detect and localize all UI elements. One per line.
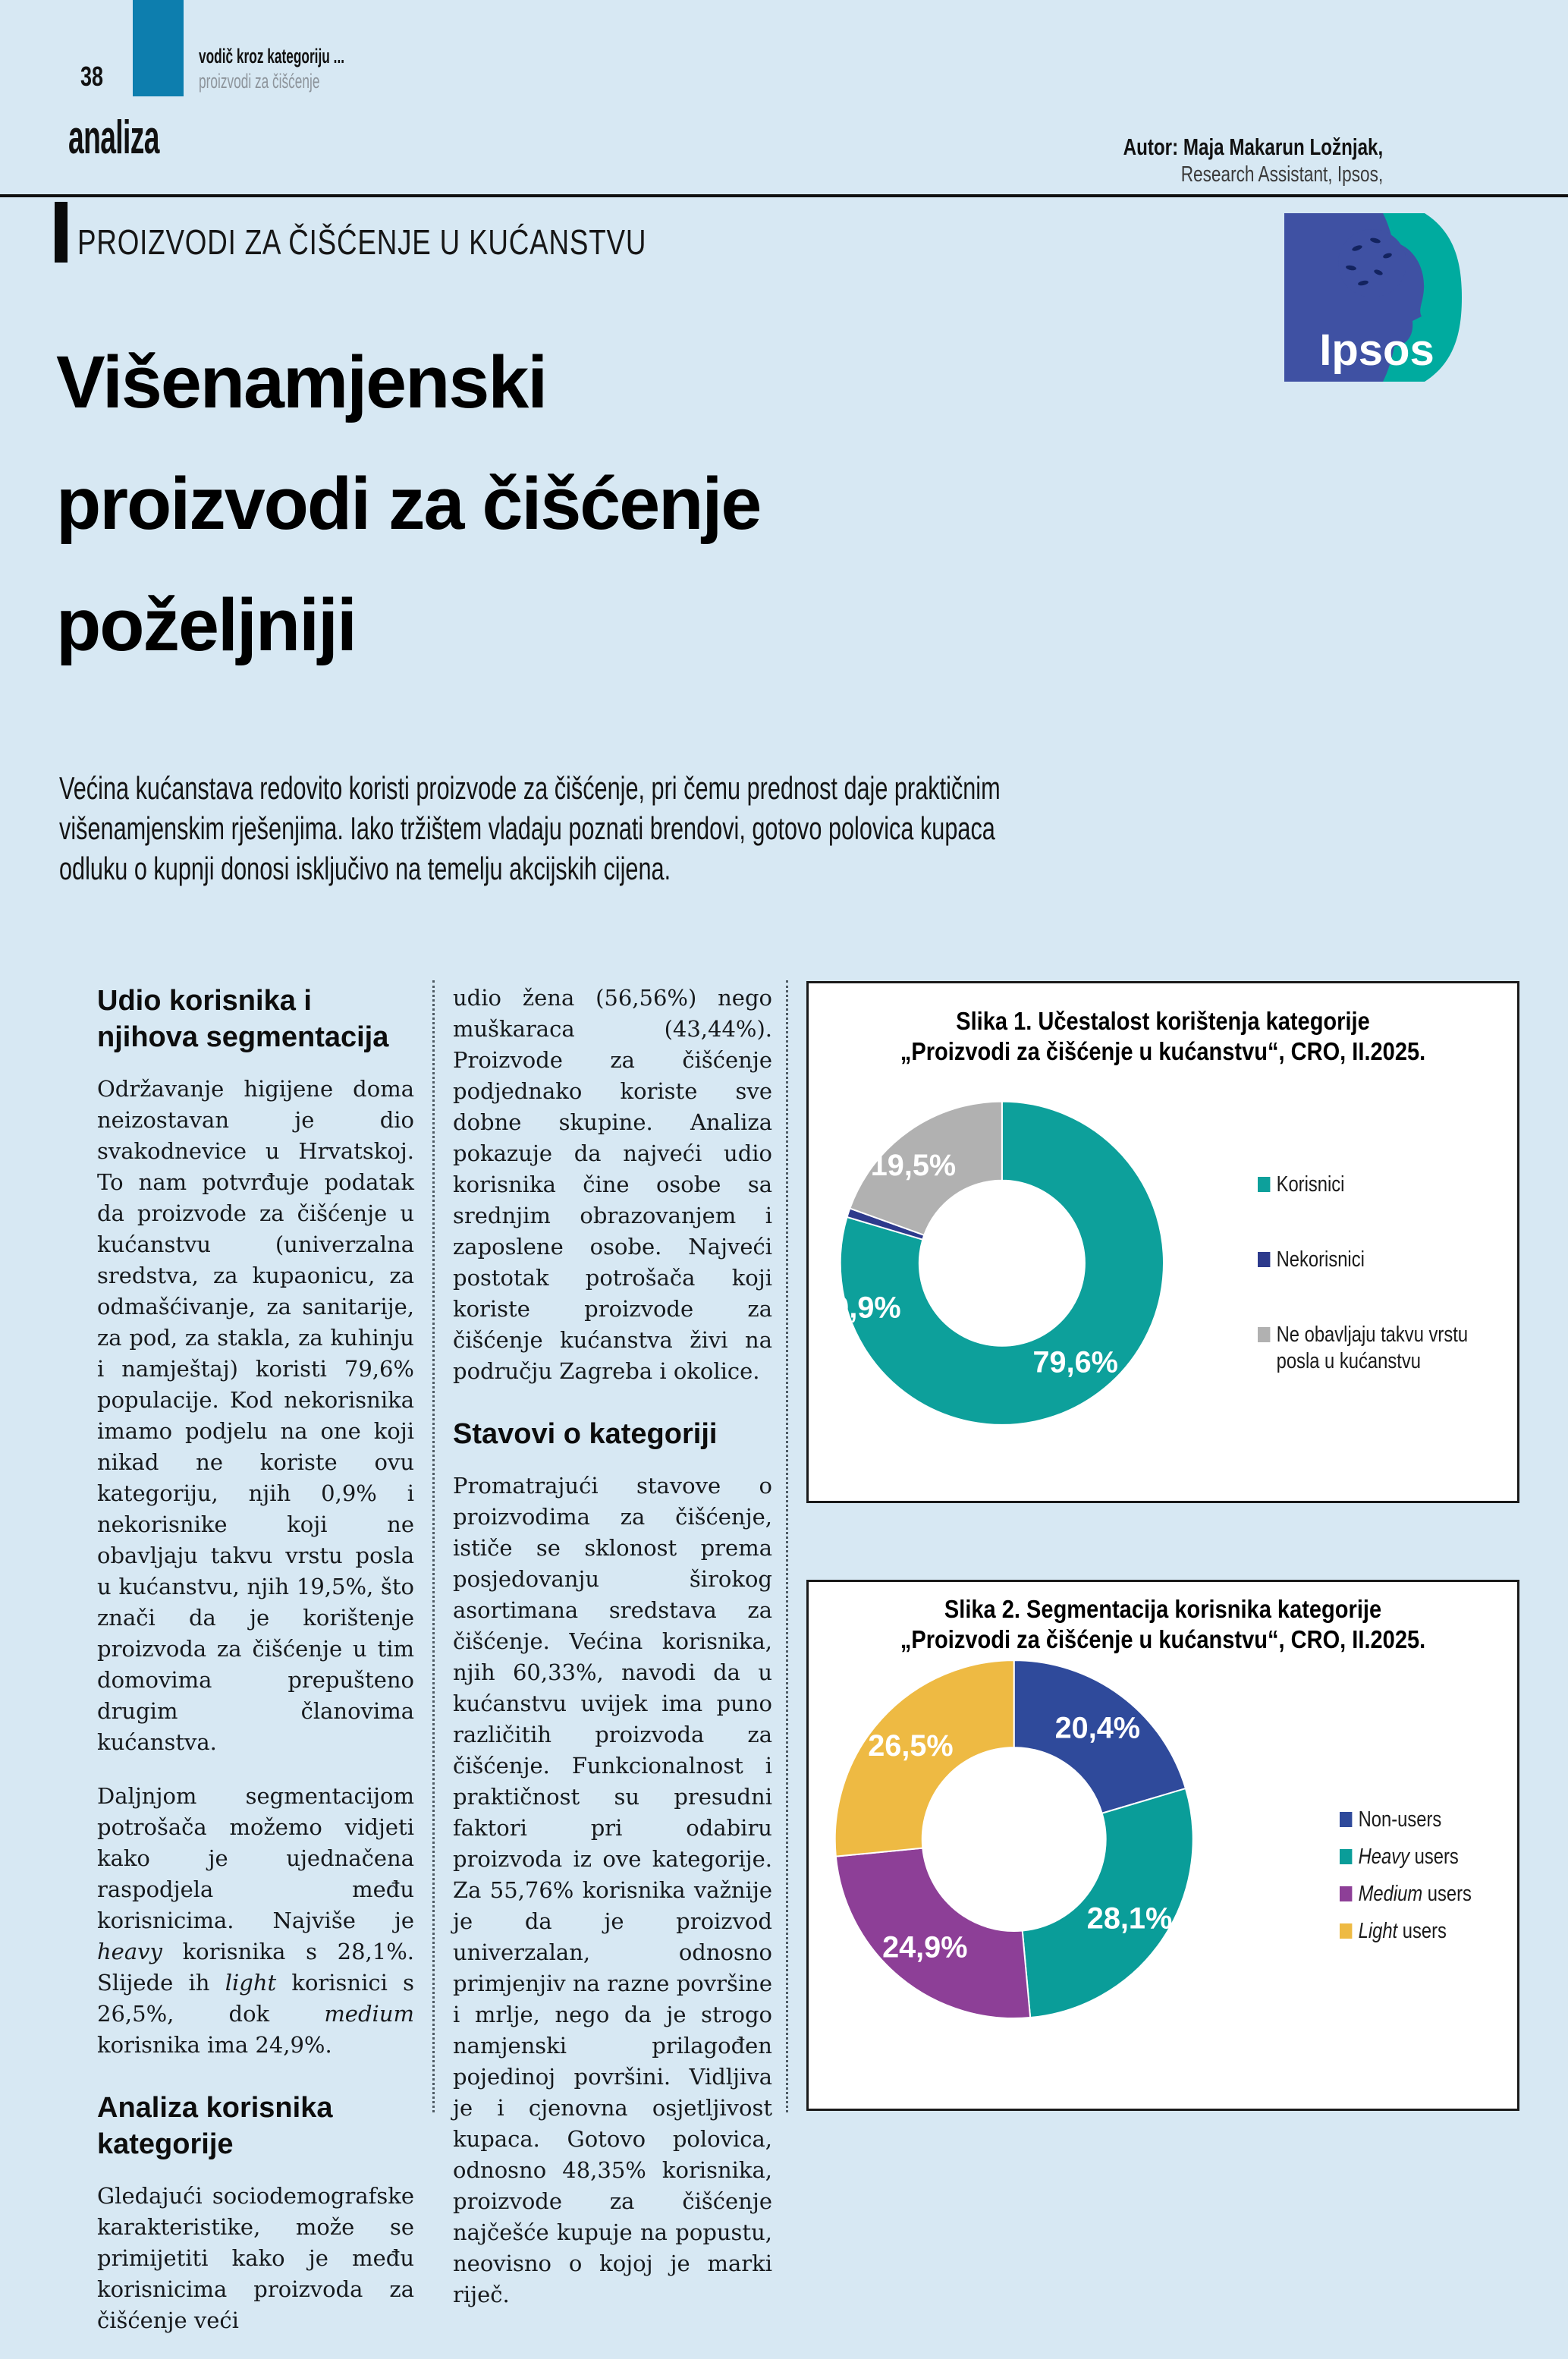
legend-label: Ne obavljaju takvu vrstu posla u kućanstvu xyxy=(1276,1323,1469,1373)
donut-value-label: 20,4% xyxy=(1054,1711,1141,1745)
text-column-1 xyxy=(97,983,414,2359)
legend-item xyxy=(1340,1881,1563,1908)
legend-swatch xyxy=(1340,1812,1352,1827)
donut-value-label: 24,9% xyxy=(882,1930,968,1964)
issue-info xyxy=(199,44,344,94)
legend-label: Heavy users xyxy=(1358,1845,1459,1869)
figure-1-legend xyxy=(1258,1172,1531,1375)
kicker-bar xyxy=(55,202,68,263)
author-role: Research Assistant, Ipsos, xyxy=(1180,162,1383,187)
donut-value-label: 26,5% xyxy=(868,1729,954,1763)
legend-label: Korisnici xyxy=(1276,1172,1345,1197)
legend-item xyxy=(1340,1918,1563,1945)
legend-swatch xyxy=(1340,1849,1352,1864)
body-paragraph: udio žena (56,56%) nego muškaraca (43,44%). Proizvode za čišćenje podjednako koriste sve dobne skupine. Analiza pokazuje da najveći udio korisnika čine osobe sa srednjim obrazovanjem i zaposlene osobe. Najveći postotak potrošača koji koriste proizvode za čišćenje kućanstva živi na području Zagreba i okolice. xyxy=(453,985,772,1384)
article-title xyxy=(56,322,760,686)
legend-label: Light users xyxy=(1358,1919,1447,1943)
issue-subcategory: proizvodi za čišćenje xyxy=(199,70,320,93)
legend-swatch xyxy=(1258,1177,1270,1192)
body-paragraph: Gledajući sociodemografske karakteristike, može se primijetiti kako je među korisnicima proizvoda za čišćenje veći xyxy=(97,2183,414,2333)
donut-value-label: 28,1% xyxy=(1086,1901,1173,1936)
article-title-line: Višenamjenski xyxy=(56,341,547,423)
legend-item xyxy=(1340,1844,1563,1870)
page-number: 38 xyxy=(80,61,104,92)
body-paragraph: Održavanje higijene doma neizostavan je dio svakodnevice u Hrvatskoj. To nam potvrđuje podatak da proizvode za čišćenje u kućanstvu (univerzalna sredstva, za kupaonicu, za odmašćivanje, za sanitarije, za pod, za stakla, za kuhinju i namještaj) koristi 79,6% populacije. Kod nekorisnika imamo podjelu na one koji nikad ne koriste ovu kategoriju, njih 0,9% i nekorisnike koji ne obavljaju takvu vrstu posla u kućanstvu, njih 19,5%, što znači da je korištenje proizvoda za čišćenje u tim domovima prepušteno drugim članovima kućanstva. xyxy=(97,1076,414,1755)
figure-1-box xyxy=(806,981,1519,1503)
legend-item xyxy=(1258,1247,1482,1273)
figure-2-title: „Proizvodi za čišćenje u kućanstvu“, CRO, II.2025. xyxy=(900,1625,1426,1653)
article-title-line: poželjniji xyxy=(56,583,356,666)
svg-text:Ipsos: Ipsos xyxy=(1319,326,1434,375)
figure-1-title: Slika 1. Učestalost korištenja kategorije xyxy=(956,1007,1370,1035)
lead-paragraph xyxy=(59,768,1001,889)
lead-line: Većina kućanstava redovito koristi proizvode za čišćenje, pri čemu prednost daje praktičnim xyxy=(59,770,1001,806)
legend-swatch xyxy=(1258,1252,1270,1267)
column-separator xyxy=(432,980,435,2112)
brand-color-block xyxy=(133,0,184,96)
figure-2-title: Slika 2. Segmentacija korisnika kategorije xyxy=(944,1595,1382,1623)
lead-line: višenamjenskim rješenjima. Iako tržištem vladaju poznati brendovi, gotovo polovica kupaca xyxy=(59,810,995,846)
figure-2-legend xyxy=(1340,1807,1568,1945)
legend-label: Medium users xyxy=(1358,1882,1472,1906)
legend-item xyxy=(1258,1322,1482,1375)
subsection-heading: Udio korisnika i njihova segmentacija xyxy=(97,985,389,1053)
text-column-2 xyxy=(453,983,772,2333)
donut-value-label: 0,9% xyxy=(832,1291,901,1325)
legend-swatch xyxy=(1340,1886,1352,1901)
column-separator xyxy=(786,980,788,2112)
article-title-line: proizvodi za čišćenje xyxy=(56,462,761,545)
ipsos-logo-icon xyxy=(1284,213,1469,382)
header-rule xyxy=(0,194,1568,197)
legend-label: Nekorisnici xyxy=(1276,1247,1365,1272)
lead-line: odluku o kupnji donosi isključivo na temelju akcijskih cijena. xyxy=(59,851,671,886)
legend-label: Non-users xyxy=(1358,1807,1442,1832)
author-name: Autor: Maja Makarun Ložnjak, xyxy=(1123,134,1383,160)
category-kicker: PROIZVODI ZA ČIŠĆENJE U KUĆANSTVU xyxy=(77,222,647,262)
issue-category: vodič kroz kategoriju ... xyxy=(199,45,345,68)
figure-2-box xyxy=(806,1580,1519,2111)
legend-item xyxy=(1340,1807,1563,1833)
legend-item xyxy=(1258,1172,1482,1198)
author-block xyxy=(1123,134,1383,188)
donut-value-label: 19,5% xyxy=(870,1148,957,1182)
subsection-heading: Stavovi o kategoriji xyxy=(453,1418,718,1450)
legend-swatch xyxy=(1340,1923,1352,1939)
magazine-section-title: analiza xyxy=(68,112,159,164)
figure-1-title: „Proizvodi za čišćenje u kućanstvu“, CRO, II.2025. xyxy=(900,1037,1426,1065)
body-paragraph: Promatrajući stavove o proizvodima za čišćenje, ističe se sklonost prema posjedovanju širokog asortimana sredstava za čišćenje. Većina korisnika, njih 60,33%, navodi da u kućanstvu uvijek ima puno različitih proizvoda za čišćenje. Funkcionalnost i praktičnost su presudni faktori pri odabiru proizvoda iz ove kategorije. Za 55,76% korisnika važnije je da je proizvod univerzalan, odnosno primjenjiv na razne površine i mrlje, nego da je strogo namjenski prilagođen pojedinoj površini. Vidljiva je i cjenovna osjetljivost kupaca. Gotovo polovica, odnosno 48,35% korisnika, proizvode za čišćenje najčešće kupuje na popustu, neovisno o kojoj je marki riječ. xyxy=(453,1473,772,2307)
legend-swatch xyxy=(1258,1327,1270,1342)
donut-value-label: 79,6% xyxy=(1032,1345,1118,1379)
body-paragraph: Daljnjom segmentacijom potrošača možemo vidjeti kako je ujednačena raspodjela među korisnicima. Najviše je heavy korisnika s 28,1%. Slijede ih light korisnici s 26,5%, dok medium korisnika ima 24,9%. xyxy=(97,1783,415,2058)
subsection-heading: Analiza korisnika kategorije xyxy=(97,2092,333,2160)
